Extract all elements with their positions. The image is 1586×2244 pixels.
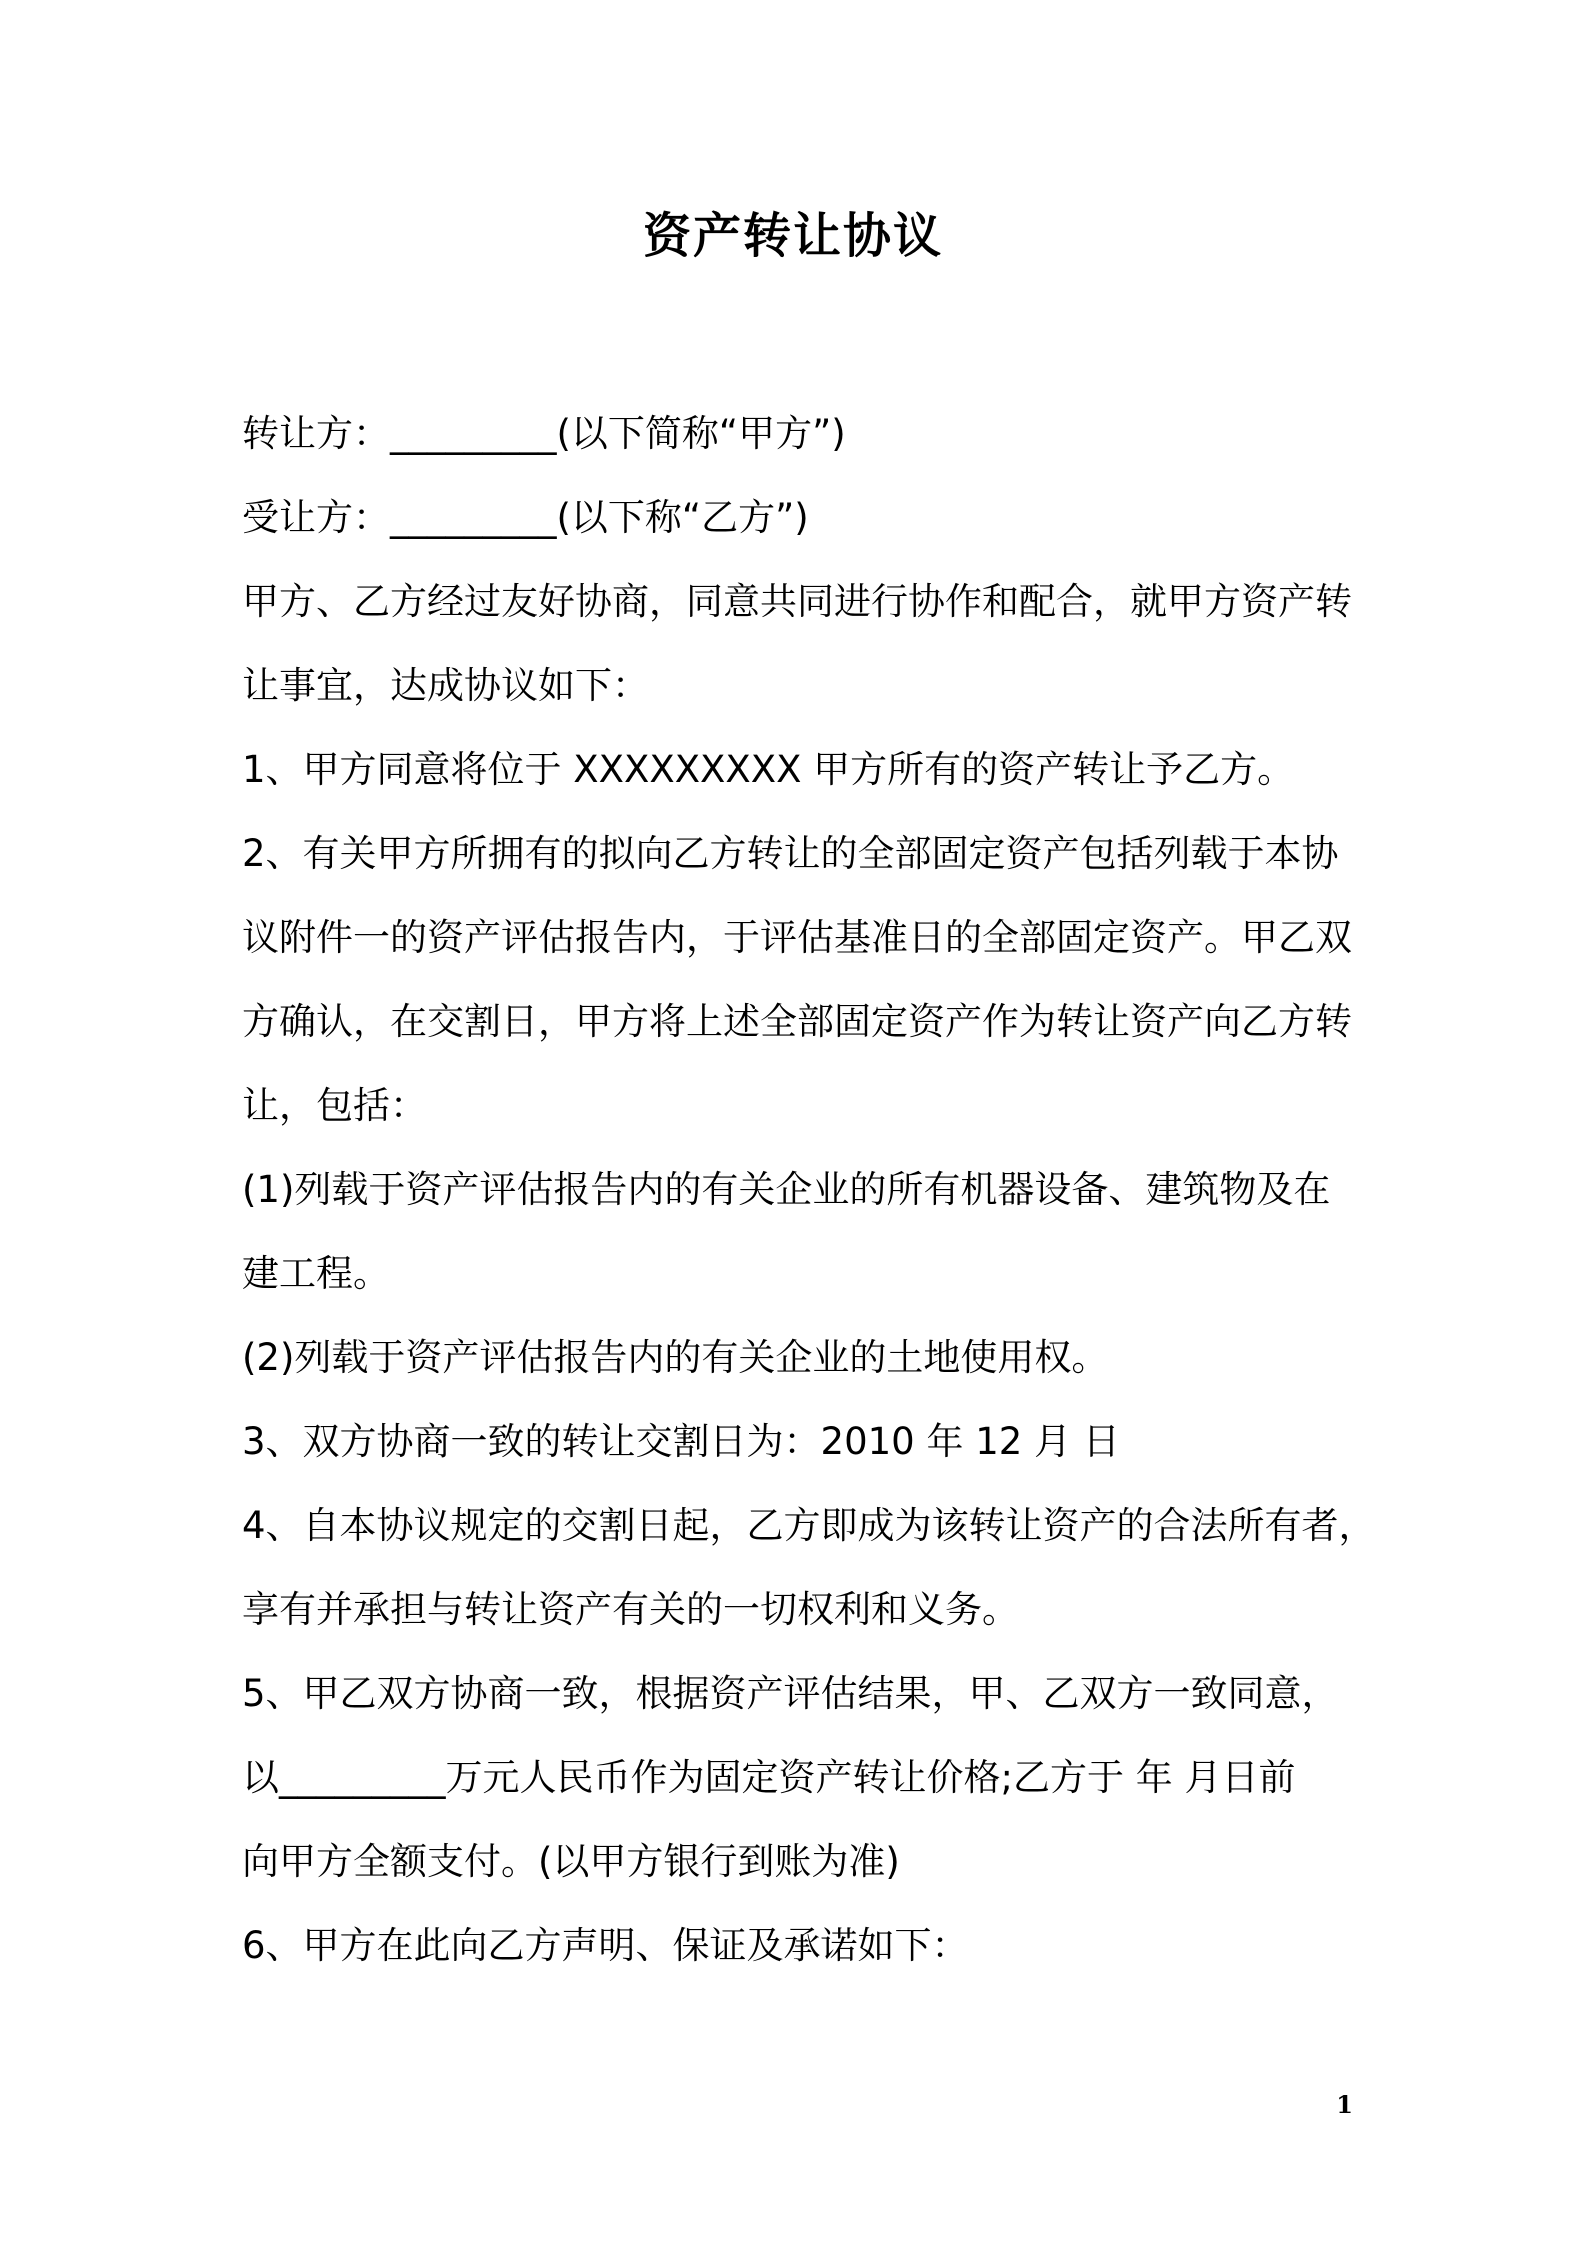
clause-5-line-2: 以_________万元人民币作为固定资产转让价格;乙方于 年 月日前 — [242, 1756, 1296, 1799]
line-transferee: 受让方：_________(以下称“乙方”) — [242, 496, 809, 539]
clause-2-line-1: 2、有关甲方所拥有的拟向乙方转让的全部固定资产包括列载于本协 — [242, 832, 1339, 875]
clause-2-line-3: 方确认，在交割日，甲方将上述全部固定资产作为转让资产向乙方转 — [242, 1000, 1352, 1043]
clause-4-line-1: 4、自本协议规定的交割日起，乙方即成为该转让资产的合法所有者， — [242, 1504, 1376, 1547]
clause-5-line-1: 5、甲乙双方协商一致，根据资产评估结果，甲、乙双方一致同意， — [242, 1672, 1339, 1715]
clause-2-line-2: 议附件一的资产评估报告内，于评估基准日的全部固定资产。甲乙双 — [242, 916, 1352, 959]
page-number: 1 — [1336, 2090, 1353, 2119]
clause-2-item-2: (2)列载于资产评估报告内的有关企业的土地使用权。 — [242, 1336, 1109, 1379]
clause-6: 6、甲方在此向乙方声明、保证及承诺如下： — [242, 1924, 969, 1967]
clause-2-item-1-line-2: 建工程。 — [242, 1252, 390, 1295]
document-title: 资产转让协议 — [642, 208, 943, 264]
line-transferor: 转让方：_________(以下简称“甲方”) — [242, 412, 846, 455]
paragraph-intro-line-2: 让事宜，达成协议如下： — [242, 664, 649, 707]
clause-1: 1、甲方同意将位于 XXXXXXXXX 甲方所有的资产转让予乙方。 — [242, 748, 1295, 791]
clause-5-line-3: 向甲方全额支付。(以甲方银行到账为准) — [242, 1840, 900, 1883]
clause-2-line-4: 让，包括： — [242, 1084, 427, 1127]
clause-2-item-1-line-1: (1)列载于资产评估报告内的有关企业的所有机器设备、建筑物及在 — [242, 1168, 1331, 1211]
clause-4-line-2: 享有并承担与转让资产有关的一切权利和义务。 — [242, 1588, 1019, 1631]
clause-3: 3、双方协商一致的转让交割日为：2010 年 12 月 日 — [242, 1420, 1120, 1463]
paragraph-intro-line-1: 甲方、乙方经过友好协商，同意共同进行协作和配合，就甲方资产转 — [242, 580, 1352, 623]
